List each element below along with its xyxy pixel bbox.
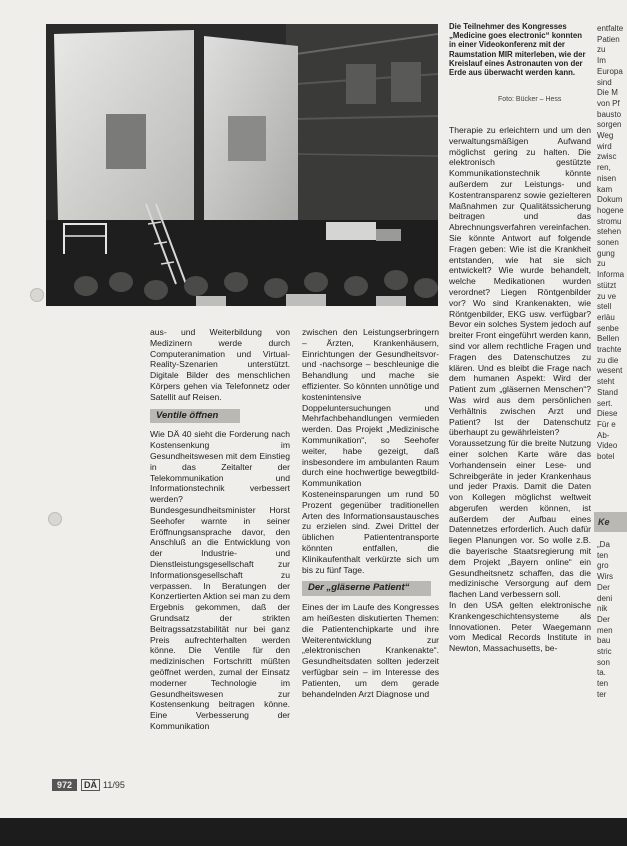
next-page-line: Im [597, 56, 606, 66]
next-page-line: steht [597, 377, 615, 387]
next-page-line: kam [597, 184, 613, 194]
next-page-line: ren, [597, 163, 611, 173]
next-page-line: entfalte [597, 24, 624, 33]
next-page-line: stromu [597, 216, 622, 226]
punch-hole-top [30, 288, 44, 302]
next-page-line: „Da [597, 540, 610, 549]
next-page-line: zu [597, 259, 606, 269]
next-page-line: Ab- [597, 430, 610, 440]
next-page-line: ten [597, 550, 609, 560]
next-page-line: zwisc [597, 152, 617, 162]
next-page-line: senbe [597, 323, 619, 333]
next-page-line: hogene [597, 205, 624, 215]
next-page-line: men [597, 625, 613, 635]
next-page-subhead: Ke [594, 512, 627, 532]
next-page-line: son [597, 657, 610, 667]
next-page-line: nik [597, 604, 608, 614]
next-page-edge [594, 24, 627, 764]
conference-hall-image [46, 24, 438, 306]
next-page-line: zu ve [597, 291, 617, 301]
next-page-line: nisen [597, 173, 617, 183]
next-page-line: wesent [597, 366, 623, 376]
conference-photo [46, 24, 438, 306]
next-page-line: ter [597, 689, 607, 699]
next-page-line: wird [597, 141, 612, 151]
next-page-line: ten [597, 679, 609, 689]
next-page-line: bau [597, 636, 611, 646]
next-page-line: sind [597, 77, 612, 87]
column-2-paragraph-1: zwischen den Leistungserbringern – Ärzten, Krankenhäusern, Einrichtungen der Gesundheitsvor- und -nachsorge – beschleunige die Behandlung und mache sie effizienter. So könnten unnötige und kostenintensive Doppeluntersuchungen und Mehrfachbehandlungen vermieden werden. Das Projekt „Medizinische Kommunikation“, so Seehofer weiter, habe gezeigt, daß insbesondere im ambulanten Raum durch eine hochwertige bewegtbild-Kommunikation Kosteneinsparungen um rund 50 Prozent gegenüber traditionellen Arten des Informationsaustausches zu erzielen sind. Zwei Drittel der üblichen Patiententransporte könnten entfallen, die Klinikaufenthalt verkürzte sich um bis zu fünf Tage. [302, 327, 439, 575]
next-page-line: Der [597, 614, 610, 624]
next-page-line: stric [597, 647, 612, 656]
column-3-paragraph-1: Therapie zu erleichtern und um den verwaltungsmäßigen Aufwand möglichst gering zu halten. Die elektronisch gestützte Kommunikationstechnik könnte außerdem zur Leistungs- und Kostentransparenz sowie gezielteren Maßnahmen zur Qualitätssicherung beitragen und das Abrechnungsverfahren vereinfachen. Sie könnte Antwort auf folgende Fragen geben: Wie ist die Krankheit entstanden, wie hat sie sich entwickelt? Wie wurde behandelt, welche Medikationen wurden verordnet? Liegen Röntgenbilder vor? Wo sind Krankenakten, wie Röntgenbilder, EKG usw. verfügbar? Bevor ein solches System jedoch auf breiter Front eingeführt werden kann, sind vor allem rechtliche Fragen und Fragen des Datenschutzes zu klären. Und es bleibt die Frage nach dem humanen Aspekt: Wird der Patient zum „gläsernen Menschen“? Was wird aus dem persönlichen Verhältnis zwischen Arzt und Patient? Ist der Datenschutz überhaupt zu gewährleisten? [449, 125, 591, 438]
next-page-line: Der [597, 582, 610, 592]
next-page-line: botel [597, 452, 615, 461]
column-3-paragraph-3: In den USA gelten elektronische Krankengeschichtensysteme als Innovationen. Peter Waegemann vom Medical Records Institute in Newton, Massachusetts, be- [449, 600, 591, 654]
next-page-line: Wirs [597, 572, 613, 582]
next-page-line: Die M [597, 88, 618, 98]
next-page-line: Informa [597, 270, 625, 280]
next-page-line: deni [597, 593, 613, 603]
magazine-logo: DÄ [81, 779, 100, 791]
subhead-ventile-oeffnen: Ventile öffnen [150, 409, 240, 424]
next-page-line: zu [597, 45, 606, 55]
next-page-line: erläu [597, 312, 615, 322]
next-page-line: zu die [597, 355, 619, 365]
next-page-line: Bellen [597, 334, 620, 344]
next-page-line: Weg [597, 131, 614, 140]
punch-hole-bottom [48, 512, 62, 526]
next-page-line: Patien [597, 34, 620, 44]
next-page-line: trachte [597, 345, 622, 354]
column-2 [302, 327, 439, 772]
next-page-line: gro [597, 561, 609, 571]
next-page-line: ta. [597, 668, 606, 678]
photo-credit: Foto: Bücker – Hess [498, 96, 562, 103]
photo-caption [449, 22, 587, 77]
column-2-paragraph-2: Eines der im Laufe des Kongresses am heißesten diskutierten Themen: die Patientenchipkarte und ihre Weiterentwicklung zur „elektronischen Krankenakte“. Gesundheitsdaten sollten jederzeit verfügbar sein – im Interesse des Patienten, um dem gerade behandelnden Arzt Diagnose und [302, 602, 439, 699]
next-page-line: stützt [597, 280, 617, 290]
next-page-line: Video [597, 441, 618, 451]
subhead-glaeserner-patient: Der „gläserne Patient“ [302, 581, 431, 596]
next-page-line: Europa [597, 66, 623, 76]
next-page-line: sorgen [597, 120, 622, 130]
next-page-line: Dokum [597, 195, 623, 205]
column-1 [150, 327, 290, 772]
page-footer [52, 778, 125, 792]
scanner-bottom-edge [0, 818, 627, 846]
next-page-line: Stand [597, 387, 618, 397]
column-1-paragraph-1: aus- und Weiterbildung von Medizinern werde durch Computeranimation und Virtual-Reality-Szenarien unterstützt. Digitale Bilder des menschlichen Körpers gehen via Telefonnetz oder Satellit auf Reisen. [150, 327, 290, 402]
caption-text: Die Teilnehmer des Kongresses „Medicine goes electronic“ konnten in einer Videokonferenz mit der Raumstation MIR miterleben, wie der Kreislauf eines Astronauten von der Erde aus überwacht werden kann. [449, 22, 586, 78]
next-page-line: sert. [597, 398, 613, 408]
column-3-paragraph-2: Voraussetzung für die breite Nutzung einer solchen Karte wäre das Vorhandensein einer Lese- und Schreibgeräte in jeder Krankenhaus und jeder Praxis. Damit die Daten von Kollegen möglichst weltweit abgerufen werden können, ist außerdem der Aufbau eines Datennetzes erforderlich. Auch dafür liegen Planungen vor. So wolle z.B. die bayerische Staatsregierung mit dem Projekt „Bayern online“ ein Gesundheitsnetz schaffen, das die medizinische Versorgung auf dem flachen Land verbessern soll. [449, 438, 591, 600]
next-page-line: Für e [597, 419, 616, 429]
page-number: 972 [52, 779, 77, 791]
next-page-line: Diese [597, 409, 618, 419]
next-page-line: bausto [597, 109, 622, 119]
column-3 [449, 125, 591, 750]
issue-number: 11/95 [103, 780, 125, 790]
next-page-line: stehen [597, 227, 622, 237]
next-page-line: sonen [597, 238, 619, 247]
next-page-line: stell [597, 302, 612, 312]
next-page-line: von Pf [597, 98, 620, 108]
next-page-line: gung [597, 248, 615, 258]
column-1-paragraph-2: Wie DÄ 40 sieht die Forderung nach Kostensenkung im Gesundheitswesen mit dem Einstieg in das Zeitalter der Telekommunikation und Informationstechnik verbessert werden? Bundesgesundheitsminister Horst Seehofer warnte in seiner Eröffnungsansprache davor, den Anschluß an die Entwicklung von der Industrie- und Dienstleistungsgesellschaft zur Informationsgesellschaft zu verpassen. In Beratungen der Konzertierten Aktion sei man zu dem Ergebnis gekommen, daß der Grundsatz der strikten Beitragssatzstabilität nur bei ganz Preis aufrechterhalten werden könne. Die Ventile für den medizinischen Fortschritt müßten geöffnet werden, zumal der Einsatz moderner Technologie im Gesundheitswesen zur Kostensenkung beitragen könne. Eine Verbesserung der Kommunikation [150, 429, 290, 731]
